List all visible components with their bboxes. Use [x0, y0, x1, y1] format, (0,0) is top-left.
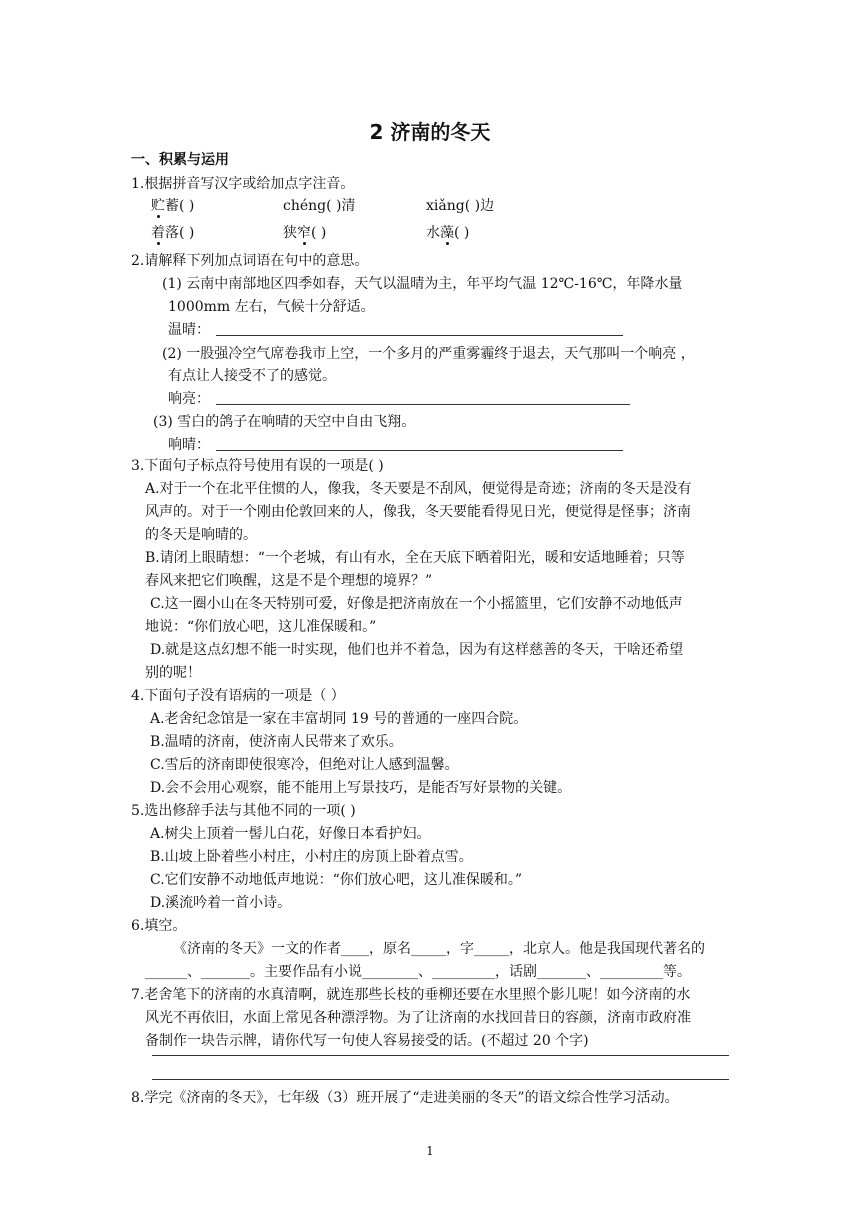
page-title: 2 济南的冬天 — [369, 120, 491, 144]
emphasis-dot-char: 着 — [151, 225, 165, 241]
answer-line — [152, 1079, 729, 1080]
q3-stem: 3.下面句子标点符号使用有误的一项是( ) — [131, 458, 384, 474]
section-heading: 一、积累与运用 — [131, 152, 229, 168]
q1-item-zhuoluo: 着落( ) — [151, 225, 195, 241]
q1-item-xiang: xiǎng( )边 — [426, 198, 495, 214]
q1-stem: 1.根据拼音写汉字或给加点字注音。 — [131, 176, 355, 192]
q2-sentence-2a: (2) 一股强冷空气席卷我市上空，一个多月的严重雾霾终于退去，天气那叫一个响亮 ， — [162, 346, 695, 362]
q4-option-a: A.老舍纪念馆是一家在丰富胡同 19 号的普通的一座四合院。 — [150, 711, 528, 727]
q6-line1: 《济南的冬天》一文的作者____，原名_____，字_____，北京人。他是我国现代著名的 — [173, 941, 705, 957]
q3-option-d-line1: D.就是这点幻想不能一时实现，他们也并不着急，因为有这样慈善的冬天，干啥还希望 — [150, 642, 684, 658]
q2-word-3-label: 响晴： — [168, 437, 210, 453]
q4-option-b: B.温晴的济南，使济南人民带来了欢乐。 — [150, 734, 403, 750]
q3-option-d-line2: 别的呢！ — [145, 665, 201, 681]
q8-line1: 8.学完《济南的冬天》，七年级（3）班开展了“走进美丽的冬天”的语文综合性学习活动。 — [131, 1090, 679, 1106]
answer-line — [216, 404, 630, 405]
q2-stem: 2.请解释下列加点词语在句中的意思。 — [131, 253, 369, 269]
emphasis-dot-char: 贮 — [151, 198, 165, 214]
q3-option-b-line1: B.请闭上眼睛想：“一个老城，有山有水，全在天底下晒着阳光，暖和安适地睡着；只等 — [145, 550, 685, 566]
q5-stem: 5.选出修辞手法与其他不同的一项( ) — [131, 803, 356, 819]
q5-option-a: A.树尖上顶着一髻儿白花，好像日本看护妇。 — [150, 826, 431, 842]
q3-option-a-line3: 的冬天是响晴的。 — [145, 527, 257, 543]
q3-option-a-line1: A.对于一个在北平住惯的人，像我，冬天要是不刮风，便觉得是奇迹；济南的冬天是没有 — [145, 481, 692, 497]
q4-stem: 4.下面句子没有语病的一项是（ ） — [131, 688, 345, 704]
q5-option-c: C.它们安静不动地低声地说：“你们放心吧，这儿准保暖和。” — [150, 872, 522, 888]
emphasis-dot-char: 藻 — [440, 225, 454, 241]
q2-sentence-1a: (1) 云南中南部地区四季如春，天气以温晴为主，年平均气温 12℃-16℃，年降水量 — [162, 276, 683, 292]
q7-line3: 备制作一块告示牌，请你代写一句使人容易接受的话。(不超过 20 个字) — [145, 1033, 589, 1049]
q1-item-xiazhai: 狭窄( ) — [283, 225, 327, 241]
q1-item-shuizao: 水藻( ) — [426, 225, 470, 241]
answer-line — [216, 335, 623, 336]
q1-item-cheng: chéng( )清 — [283, 198, 356, 214]
answer-line — [216, 450, 623, 451]
page-number: 1 — [426, 1144, 434, 1158]
q6-stem: 6.填空。 — [131, 918, 187, 934]
q5-option-d: D.溪流吟着一首小诗。 — [150, 895, 292, 911]
q3-option-b-line2: 春风来把它们唤醒，这是不是个理想的境界？” — [145, 573, 433, 589]
q7-line1: 7.老舍笔下的济南的水真清啊，就连那些长枝的垂柳还要在水里照个影儿呢！如今济南的水 — [131, 987, 691, 1003]
emphasis-dot-char: 窄 — [297, 225, 311, 241]
q3-option-c-line2: 地说：“你们放心吧，这儿准保暖和。” — [145, 619, 377, 635]
q1-item-zhuxu: 贮蓄( ) — [151, 198, 195, 214]
q6-line2: ______、_______。主要作品有小说________、_________，话剧_______、_________等。 — [145, 964, 691, 980]
q4-option-d: D.会不会用心观察，能不能用上写景技巧，是能否写好景物的关键。 — [150, 780, 572, 796]
q5-option-b: B.山坡上卧着些小村庄，小村庄的房顶上卧着点雪。 — [150, 849, 473, 865]
q4-option-c: C.雪后的济南即使很寒冷，但绝对让人感到温馨。 — [150, 757, 459, 773]
q2-sentence-1b: 1000mm 左右，气候十分舒适。 — [168, 299, 375, 315]
q2-word-2-label: 响亮： — [168, 391, 210, 407]
q2-sentence-3: (3) 雪白的鸽子在响晴的天空中自由飞翔。 — [153, 414, 416, 430]
q2-word-1-label: 温晴： — [168, 322, 210, 338]
q2-sentence-2b: 有点让人接受不了的感觉。 — [168, 368, 336, 384]
q3-option-c-line1: C.这一圈小山在冬天特别可爱，好像是把济南放在一个小摇篮里，它们安静不动地低声 — [150, 596, 683, 612]
q7-line2: 风光不再依旧，水面上常见各种漂浮物。为了让济南的水找回昔日的容颜，济南市政府准 — [145, 1010, 691, 1026]
answer-line — [152, 1055, 729, 1056]
q3-option-a-line2: 风声的。对于一个刚由伦敦回来的人，像我，冬天要能看得见日光，便觉得是怪事；济南 — [145, 504, 691, 520]
